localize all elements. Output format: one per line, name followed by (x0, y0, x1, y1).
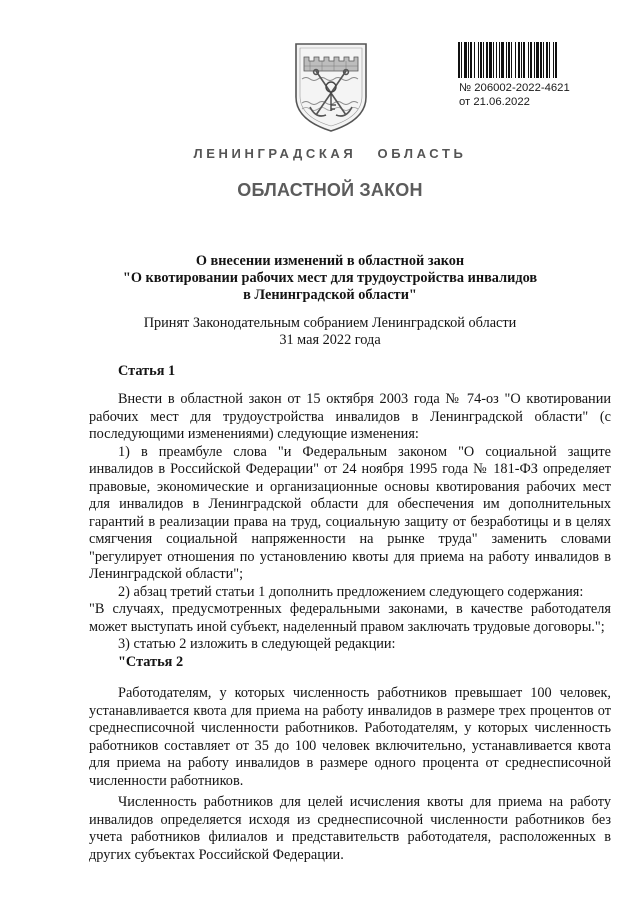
law-title-line: в Ленинградской области" (243, 287, 417, 303)
new-article-paragraph: Численность работников для целей исчисления квоты для приема на работу инвалидов определяется исходя из среднесписочной численности работников без учета работников филиалов и представительств работодателя, расположенных в других субъектах Российской Федерации. (89, 794, 611, 863)
coat-of-arms-icon (292, 41, 370, 133)
amendment-item-2: 2) абзац третий статьи 1 дополнить предложением следующего содержания: (118, 583, 584, 600)
amendment-item-3: 3) статью 2 изложить в следующей редакции: (118, 636, 396, 652)
region-name: ЛЕНИНГРАДСКАЯ ОБЛАСТЬ (193, 146, 467, 161)
adoption-date: 31 мая 2022 года (279, 332, 381, 348)
law-title-line: О внесении изменений в областной закон (195, 253, 465, 269)
article-intro: Внести в областной закон от 15 октября 2003 года № 74-оз "О квотировании рабочих мест для трудоустройства инвалидов в Ленинградской области" (с последующими изменениями) следующие изменения: (89, 391, 611, 442)
adoption-note (60, 315, 600, 349)
registration-number: № 206002-2022-4621 (459, 82, 570, 94)
amendment-item-2-quote: "В случаях, предусмотренных федеральными законами, в качестве работодателя может выступать иной субъект, наделенный правом заключать трудовые договоры."; (89, 601, 611, 635)
article-1-heading: Статья 1 (118, 363, 176, 379)
barcode (458, 42, 580, 78)
law-type-heading: ОБЛАСТНОЙ ЗАКОН (237, 180, 423, 200)
new-article-heading: "Статья 2 (118, 653, 184, 670)
article-1-body (89, 391, 611, 864)
registration-date: от 21.06.2022 (459, 96, 530, 108)
law-title (60, 253, 600, 304)
amendment-item-1: 1) в преамбуле слова "и Федеральным законом "О социальной защите инвалидов в Российской Федерации" от 24 ноября 1995 года № 181-ФЗ определяет правовые, экономические и организационные основы квотирования рабочих мест для инвалидов в Ленинградской области для обеспечения им дополнительных гарантий в реализации права на труд, социальную защиту от безработицы и в целях смягчения социальной напряженности на рынке труда" заменить словами "регулирует отношения по установлению квоты для приема на работу инвалидов в Ленинградской области"; (89, 443, 611, 582)
law-title-line: "О квотировании рабочих мест для трудоустройства инвалидов (122, 270, 538, 286)
adoption-body: Принят Законодательным собранием Ленинградской области (143, 315, 517, 331)
new-article-paragraph: Работодателям, у которых численность работников превышает 100 человек, устанавливается квота для приема на работу инвалидов в размере трех процентов от среднесписочной численности работников. Работодателям, у которых численность работников составляет от 35 до 100 человек включительно, устанавливается квота для приема на работу инвалидов в размере одного процента от среднесписочной численности работников. (89, 685, 611, 789)
registration-info (459, 81, 570, 109)
